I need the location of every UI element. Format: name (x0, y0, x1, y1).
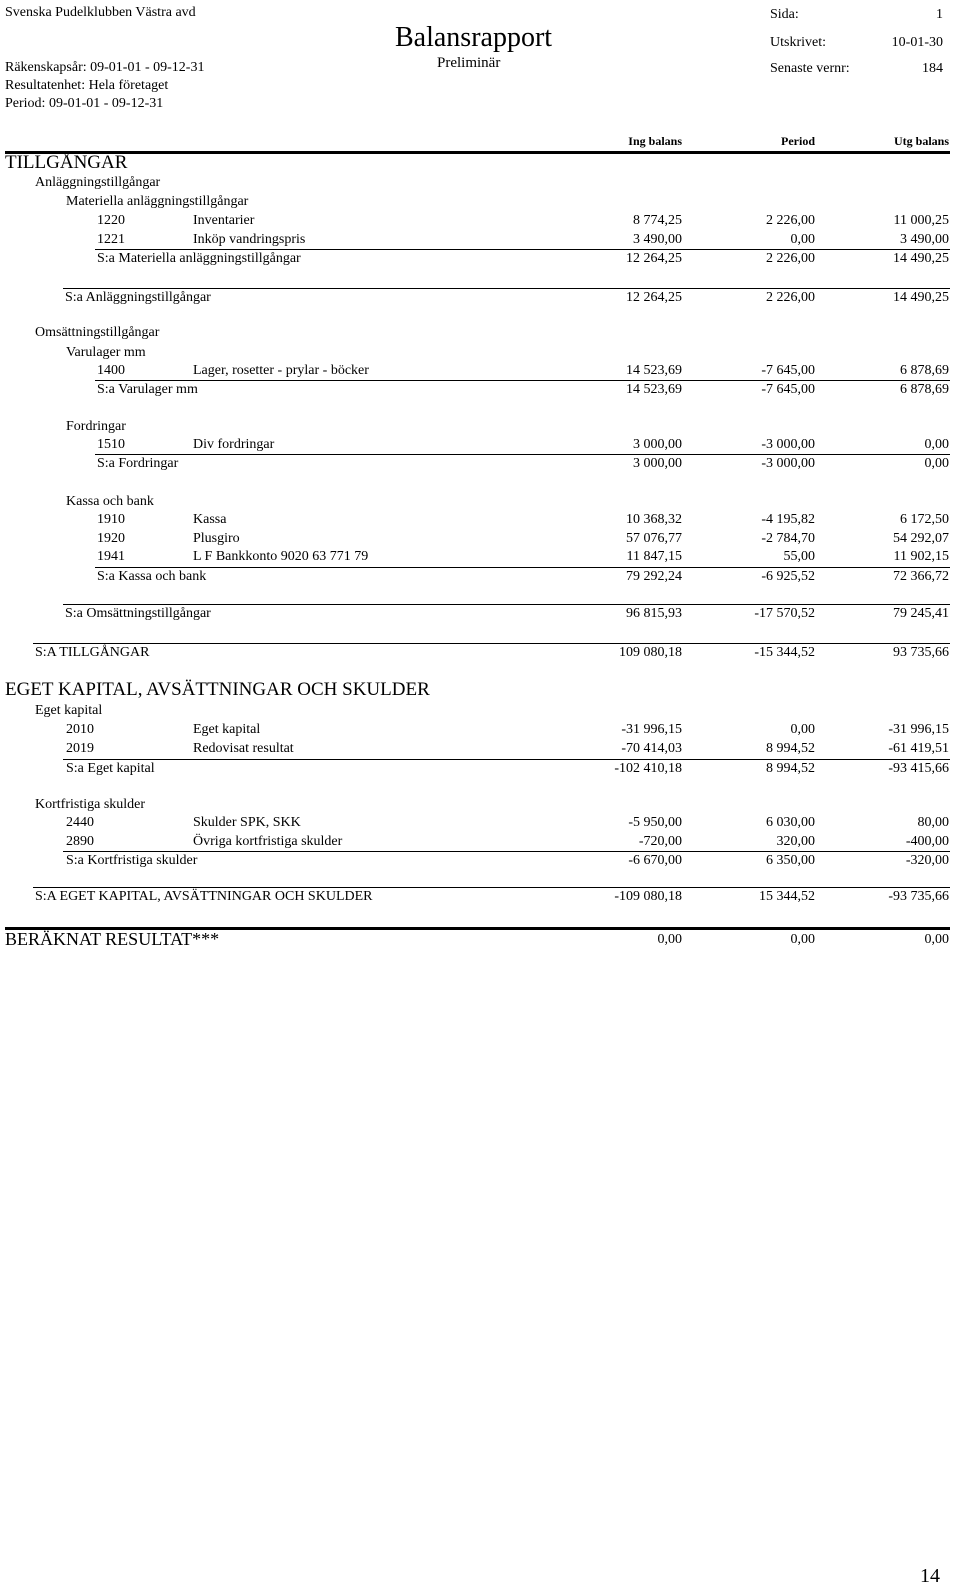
row-subgroup (0, 345, 960, 363)
closing-balance: 14 490,25 (893, 251, 949, 266)
account-number: 1400 (97, 363, 125, 378)
row-label: Varulager mm (66, 345, 146, 360)
closing-balance: 14 490,25 (893, 290, 949, 305)
row-label: S:a Anläggningstillgångar (65, 290, 211, 305)
opening-balance: 14 523,69 (626, 382, 682, 397)
account-name: Inventarier (193, 213, 255, 228)
period-amount: 6 350,00 (766, 853, 815, 868)
row-final (0, 929, 960, 950)
account-name: Kassa (193, 512, 227, 527)
table-row (0, 815, 960, 833)
table-row (0, 213, 960, 231)
row-section (0, 152, 960, 173)
row-label: EGET KAPITAL, AVSÄTTNINGAR OCH SKULDER (5, 679, 430, 700)
opening-balance: 12 264,25 (626, 290, 682, 305)
closing-balance: -320,00 (905, 853, 949, 868)
closing-balance: 6 172,50 (900, 512, 949, 527)
period-amount: 2 226,00 (766, 213, 815, 228)
row-sum2 (0, 606, 960, 624)
closing-balance: 11 000,25 (893, 213, 949, 228)
row-label: Kassa och bank (66, 494, 154, 509)
header-rule (5, 151, 950, 154)
row-group (0, 325, 960, 343)
period-amount: 8 994,52 (766, 741, 815, 756)
row-label: S:A EGET KAPITAL, AVSÄTTNINGAR OCH SKULDER (35, 889, 373, 904)
closing-balance: 72 366,72 (893, 569, 949, 584)
opening-balance: 11 847,15 (626, 549, 682, 564)
report-title: Balansrapport (395, 22, 553, 53)
period-amount: -7 645,00 (761, 382, 815, 397)
period-amount: 2 226,00 (766, 290, 815, 305)
closing-balance: 0,00 (924, 437, 949, 452)
printed-label: Utskrivet: (770, 35, 826, 50)
opening-balance: -5 950,00 (628, 815, 682, 830)
account-number: 1941 (97, 549, 125, 564)
account-name: L F Bankkonto 9020 63 771 79 (193, 549, 369, 564)
row-label: S:a Kassa och bank (97, 569, 207, 584)
row-label: S:a Omsättningstillgångar (65, 606, 211, 621)
account-number: 2890 (66, 834, 94, 849)
account-number: 2440 (66, 815, 94, 830)
account-number: 2010 (66, 722, 94, 737)
column-header-opening: Ing balans (628, 134, 682, 148)
organization-name: Svenska Pudelklubben Västra avd (5, 5, 196, 20)
row-label: S:a Kortfristiga skulder (66, 853, 198, 868)
period-amount: -3 000,00 (761, 437, 815, 452)
sum-rule (33, 643, 950, 644)
row-sum1 (0, 645, 960, 663)
row-subgroup (0, 419, 960, 437)
account-name: Inköp vandringspris (193, 232, 306, 247)
closing-balance: 6 878,69 (900, 363, 949, 378)
row-subgroup (0, 494, 960, 512)
opening-balance: 79 292,24 (626, 569, 682, 584)
page-value: 1 (936, 7, 943, 22)
page-number: 14 (920, 1565, 940, 1587)
opening-balance: 10 368,32 (626, 512, 682, 527)
account-name: Eget kapital (193, 722, 261, 737)
row-label: Omsättningstillgångar (35, 325, 160, 340)
period-amount: -7 645,00 (761, 363, 815, 378)
fiscal-year: Räkenskapsår: 09-01-01 - 09-12-31 (5, 60, 205, 75)
opening-balance: 12 264,25 (626, 251, 682, 266)
row-group (0, 175, 960, 193)
opening-balance: -720,00 (638, 834, 682, 849)
row-group (0, 797, 960, 815)
row-label: S:a Fordringar (97, 456, 179, 471)
period-amount: 320,00 (776, 834, 815, 849)
row-sum1 (0, 889, 960, 907)
period-amount: 55,00 (783, 549, 815, 564)
row-label: Fordringar (66, 419, 126, 434)
row-label: BERÄKNAT RESULTAT*** (5, 929, 220, 949)
row-label: TILLGÅNGAR (5, 152, 128, 173)
row-label: S:a Varulager mm (97, 382, 198, 397)
opening-balance: 57 076,77 (626, 531, 682, 546)
account-name: Lager, rosetter - prylar - böcker (193, 363, 369, 378)
sum-rule (63, 288, 950, 289)
result-unit: Resultatenhet: Hela företaget (5, 78, 169, 93)
printed-value: 10-01-30 (891, 35, 943, 50)
row-label: Materiella anläggningstillgångar (66, 194, 249, 209)
opening-balance: -6 670,00 (628, 853, 682, 868)
opening-balance: 3 000,00 (633, 456, 682, 471)
row-sum2b (0, 761, 960, 779)
version-label: Senaste vernr: (770, 61, 850, 76)
period-amount: 8 994,52 (766, 761, 815, 776)
period-amount: 6 030,00 (766, 815, 815, 830)
closing-balance: -31 996,15 (888, 722, 949, 737)
period-amount: -3 000,00 (761, 456, 815, 471)
account-name: Skulder SPK, SKK (193, 815, 301, 830)
row-sum2 (0, 290, 960, 308)
closing-balance: -93 415,66 (888, 761, 949, 776)
period-amount: 0,00 (790, 232, 815, 247)
account-number: 1221 (97, 232, 125, 247)
row-sum3 (0, 382, 960, 400)
sum-rule (63, 604, 950, 605)
row-sum3 (0, 456, 960, 474)
row-section (0, 679, 960, 700)
account-name: Div fordringar (193, 437, 275, 452)
row-label: Anläggningstillgångar (35, 175, 161, 190)
period-amount: 0,00 (790, 722, 815, 737)
account-number: 1910 (97, 512, 125, 527)
account-number: 1220 (97, 213, 125, 228)
sum-rule (95, 567, 950, 568)
table-row (0, 549, 960, 567)
period-amount: -17 570,52 (754, 606, 815, 621)
account-name: Redovisat resultat (193, 741, 294, 756)
row-label: S:a Eget kapital (66, 761, 155, 776)
row-label: Kortfristiga skulder (35, 797, 146, 812)
opening-balance: 3 000,00 (633, 437, 682, 452)
table-row (0, 741, 960, 759)
report-subtitle: Preliminär (437, 55, 501, 71)
closing-balance: 3 490,00 (900, 232, 949, 247)
row-label: S:A TILLGÅNGAR (35, 645, 150, 660)
account-name: Övriga kortfristiga skulder (193, 834, 343, 849)
closing-balance: -93 735,66 (888, 889, 949, 904)
table-row (0, 834, 960, 852)
column-header-period: Period (781, 134, 815, 148)
row-sum2b (0, 853, 960, 871)
version-value: 184 (922, 61, 943, 76)
opening-balance: 96 815,93 (626, 606, 682, 621)
opening-balance: 3 490,00 (633, 232, 682, 247)
closing-balance: 93 735,66 (893, 645, 949, 660)
account-name: Plusgiro (193, 531, 240, 546)
period-amount: 15 344,52 (759, 889, 815, 904)
account-number: 2019 (66, 741, 94, 756)
sum-rule (33, 887, 950, 888)
period: Period: 09-01-01 - 09-12-31 (5, 96, 164, 111)
table-row (0, 437, 960, 455)
table-row (0, 531, 960, 549)
row-subgroup (0, 194, 960, 212)
row-sum3 (0, 251, 960, 269)
sum-rule (63, 759, 950, 760)
opening-balance: -70 414,03 (621, 741, 682, 756)
closing-balance: -61 419,51 (888, 741, 949, 756)
closing-balance: 6 878,69 (900, 382, 949, 397)
row-sum3 (0, 569, 960, 587)
sum-rule (95, 249, 950, 250)
row-group (0, 703, 960, 721)
closing-balance: 80,00 (917, 815, 949, 830)
closing-balance: 54 292,07 (893, 531, 949, 546)
row-label: S:a Materiella anläggningstillgångar (97, 251, 301, 266)
table-row (0, 512, 960, 530)
closing-balance: 11 902,15 (893, 549, 949, 564)
sum-rule (95, 380, 950, 381)
closing-balance: 79 245,41 (893, 606, 949, 621)
account-number: 1920 (97, 531, 125, 546)
sum-rule (63, 851, 950, 852)
opening-balance: 0,00 (657, 932, 682, 947)
opening-balance: -109 080,18 (614, 889, 682, 904)
period-amount: -4 195,82 (761, 512, 815, 527)
account-number: 1510 (97, 437, 125, 452)
opening-balance: 14 523,69 (626, 363, 682, 378)
sum-rule (95, 454, 950, 455)
period-amount: -6 925,52 (761, 569, 815, 584)
column-header-closing: Utg balans (893, 134, 949, 148)
closing-balance: 0,00 (924, 456, 949, 471)
period-amount: -15 344,52 (754, 645, 815, 660)
opening-balance: -102 410,18 (614, 761, 682, 776)
opening-balance: 8 774,25 (633, 213, 682, 228)
table-row (0, 232, 960, 250)
page-label: Sida: (770, 7, 799, 22)
period-amount: 0,00 (790, 932, 815, 947)
opening-balance: -31 996,15 (621, 722, 682, 737)
opening-balance: 109 080,18 (619, 645, 682, 660)
closing-balance: -400,00 (905, 834, 949, 849)
period-amount: 2 226,00 (766, 251, 815, 266)
table-row (0, 722, 960, 740)
table-row (0, 363, 960, 381)
row-label: Eget kapital (35, 703, 103, 718)
period-amount: -2 784,70 (761, 531, 815, 546)
closing-balance: 0,00 (924, 932, 949, 947)
